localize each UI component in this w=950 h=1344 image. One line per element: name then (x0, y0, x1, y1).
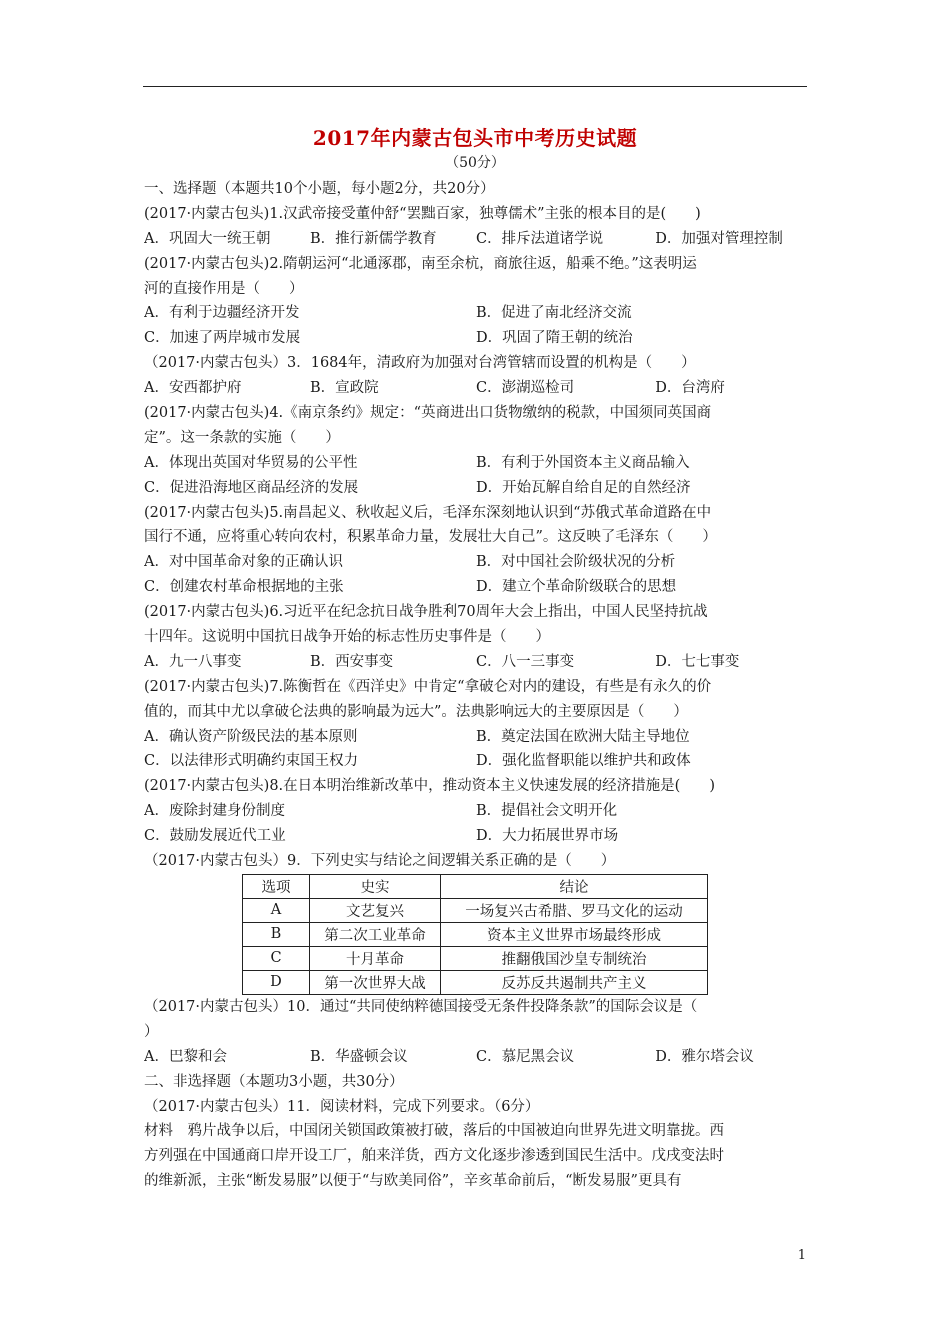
table-cell: 十月革命 (310, 946, 441, 970)
table-cell: C (243, 946, 310, 970)
question-2-options (144, 326, 808, 351)
question-11-material: 方列强在中国通商口岸开设工厂，舶来洋货，西方文化逐步渗透到国民生活中。戊戌变法时 (144, 1148, 724, 1165)
question-6-stem: (2017·内蒙古包头)6.习近平在纪念抗日战争胜利70周年大会上指出，中国人民坚持抗战 (144, 604, 708, 621)
option-b: B．宣政院 (310, 380, 379, 397)
option-c: C．鼓励发展近代工业 (144, 828, 286, 845)
option-b: B．对中国社会阶级状况的分析 (476, 554, 676, 571)
table-cell: 文艺复兴 (310, 898, 441, 922)
option-d: D．巩固了隋王朝的统治 (476, 330, 633, 347)
question-5-options (144, 575, 808, 600)
table-header: 结论 (441, 874, 708, 898)
question-5-options (144, 550, 808, 575)
option-d: D．开始瓦解自给自足的自然经济 (476, 479, 691, 496)
question-1-options (144, 227, 808, 252)
table-row (243, 970, 708, 994)
option-b: B．促进了南北经济交流 (476, 305, 632, 322)
question-10-options (144, 1045, 808, 1070)
table-cell: 第二次工业革命 (310, 922, 441, 946)
table-cell: 第一次世界大战 (310, 970, 441, 994)
section-heading: 二、非选择题（本题功3小题，共30分） (144, 1073, 404, 1090)
question-6-options (144, 650, 808, 675)
question-10-stem: （2017·内蒙古包头）10．通过“共同使纳粹德国接受无条件投降条款”的国际会议是（ (144, 998, 698, 1015)
question-8-options (144, 799, 808, 824)
option-d: D．台湾府 (655, 380, 725, 397)
question-4-stem: 定”。这一条款的实施（ ） (144, 429, 340, 446)
table-row (243, 898, 708, 922)
question-3-options (144, 376, 808, 401)
question-2-stem: 河的直接作用是（ ） (144, 280, 304, 297)
table-header: 史实 (310, 874, 441, 898)
page-number: 1 (797, 1248, 806, 1263)
option-c: C．排斥法道诸学说 (476, 230, 604, 247)
question-8-options (144, 824, 808, 849)
option-a: A．对中国革命对象的正确认识 (144, 554, 343, 571)
question-9-table (242, 874, 708, 995)
option-c: C．慕尼黑会议 (476, 1048, 575, 1065)
question-7-stem: 值的，而其中尤以拿破仑法典的影响最为远大”。法典影响远大的主要原因是（ ） (144, 703, 688, 720)
question-7-stem: (2017·内蒙古包头)7.陈衡哲在《西洋史》中肯定“拿破仑对内的建设，有些是有永久的价 (144, 678, 712, 695)
question-4-options (144, 476, 808, 501)
page-title: 2017年内蒙古包头市中考历史试题 (312, 126, 638, 150)
table-cell: 资本主义世界市场最终形成 (441, 922, 708, 946)
option-a: A．有利于边疆经济开发 (144, 305, 300, 322)
option-c: C．八一三事变 (476, 653, 575, 670)
option-c: C．创建农村革命根据地的主张 (144, 579, 344, 596)
question-2-options (144, 301, 808, 326)
option-d: D．七七事变 (655, 653, 740, 670)
question-4-options (144, 451, 808, 476)
table-cell: A (243, 898, 310, 922)
option-a: A．确认资产阶级民法的基本原则 (144, 728, 358, 745)
question-1-stem: (2017·内蒙古包头)1.汉武帝接受董仲舒“罢黜百家，独尊儒术”主张的根本目的是( ) (144, 205, 701, 222)
table-row (243, 922, 708, 946)
option-d: D．大力拓展世界市场 (476, 828, 619, 845)
table-header-row (243, 874, 708, 898)
question-10-stem: ） (144, 1023, 159, 1040)
table-row (243, 946, 708, 970)
table-cell: B (243, 922, 310, 946)
option-d: D．加强对管理控制 (655, 230, 783, 247)
option-b: B．有利于外国资本主义商品输入 (476, 454, 690, 471)
question-6-stem: 十四年。这说明中国抗日战争开始的标志性历史事件是（ ） (144, 629, 550, 646)
option-c: C．澎湖巡检司 (476, 380, 575, 397)
option-a: A．废除封建身份制度 (144, 803, 285, 820)
question-5-stem: 国行不通，应将重心转向农村，积累革命力量，发展壮大自己”。这反映了毛泽东（ ） (144, 529, 717, 546)
option-c: C．促进沿海地区商品经济的发展 (144, 479, 359, 496)
option-a: A．体现出英国对华贸易的公平性 (144, 454, 358, 471)
option-b: B．华盛顿会议 (310, 1048, 408, 1065)
table-cell: 推翻俄国沙皇专制统治 (441, 946, 708, 970)
option-c: C．以法律形式明确约束国王权力 (144, 753, 359, 770)
option-a: A．九一八事变 (144, 653, 242, 670)
table-cell: 一场复兴古希腊、罗马文化的运动 (441, 898, 708, 922)
document-body (144, 177, 808, 1194)
table-cell: D (243, 970, 310, 994)
question-2-stem: (2017·内蒙古包头)2.隋朝运河“北通涿郡，南至余杭，商旅往返，船乘不绝。”这表明运 (144, 255, 697, 272)
option-b: B．提倡社会文明开化 (476, 803, 618, 820)
question-7-options (144, 749, 808, 774)
question-7-options (144, 725, 808, 750)
table-cell: 反苏反共遏制共产主义 (441, 970, 708, 994)
option-a: A．安西都护府 (144, 380, 242, 397)
section-heading: 一、选择题（本题共10个小题，每小题2分，共20分） (144, 181, 495, 197)
option-b: B．奠定法国在欧洲大陆主导地位 (476, 728, 690, 745)
question-11-material: 的维新派，主张“断发易服”以便于“与欧美同俗”，辛亥革命前后，“断发易服”更具有 (144, 1173, 682, 1190)
header-rule (143, 86, 807, 87)
option-d: D．建立个革命阶级联合的思想 (476, 579, 677, 596)
question-9-stem: （2017·内蒙古包头）9．下列史实与结论之间逻辑关系正确的是（ ） (144, 853, 616, 870)
option-a: A．巴黎和会 (144, 1048, 227, 1065)
option-c: C．加速了两岸城市发展 (144, 330, 301, 347)
option-d: D．强化监督职能以维护共和政体 (476, 753, 691, 770)
option-a: A．巩固大一统王朝 (144, 230, 271, 247)
question-8-stem: (2017·内蒙古包头)8.在日本明治维新改革中，推动资本主义快速发展的经济措施是( ) (144, 778, 715, 795)
question-4-stem: (2017·内蒙古包头)4.《南京条约》规定：“英商进出口货物缴纳的税款，中国须同英国商 (144, 405, 712, 422)
question-5-stem: (2017·内蒙古包头)5.南昌起义、秋收起义后，毛泽东深刻地认识到“苏俄式革命道路在中 (144, 504, 712, 521)
question-11-stem: （2017·内蒙古包头）11．阅读材料，完成下列要求。（6分） (144, 1098, 540, 1115)
question-11-material: 材料 鸦片战争以后，中国闭关锁国政策被打破，落后的中国被迫向世界先进文明靠拢。西 (144, 1123, 724, 1140)
option-b: B．西安事变 (310, 653, 394, 670)
question-3-stem: （2017·内蒙古包头）3．1684年，清政府为加强对台湾管辖而设置的机构是（ ） (144, 355, 696, 372)
option-b: B．推行新儒学教育 (310, 230, 437, 247)
page-subtitle: （50分） (445, 155, 505, 171)
table-header: 选项 (243, 874, 310, 898)
option-d: D．雅尔塔会议 (655, 1048, 754, 1065)
